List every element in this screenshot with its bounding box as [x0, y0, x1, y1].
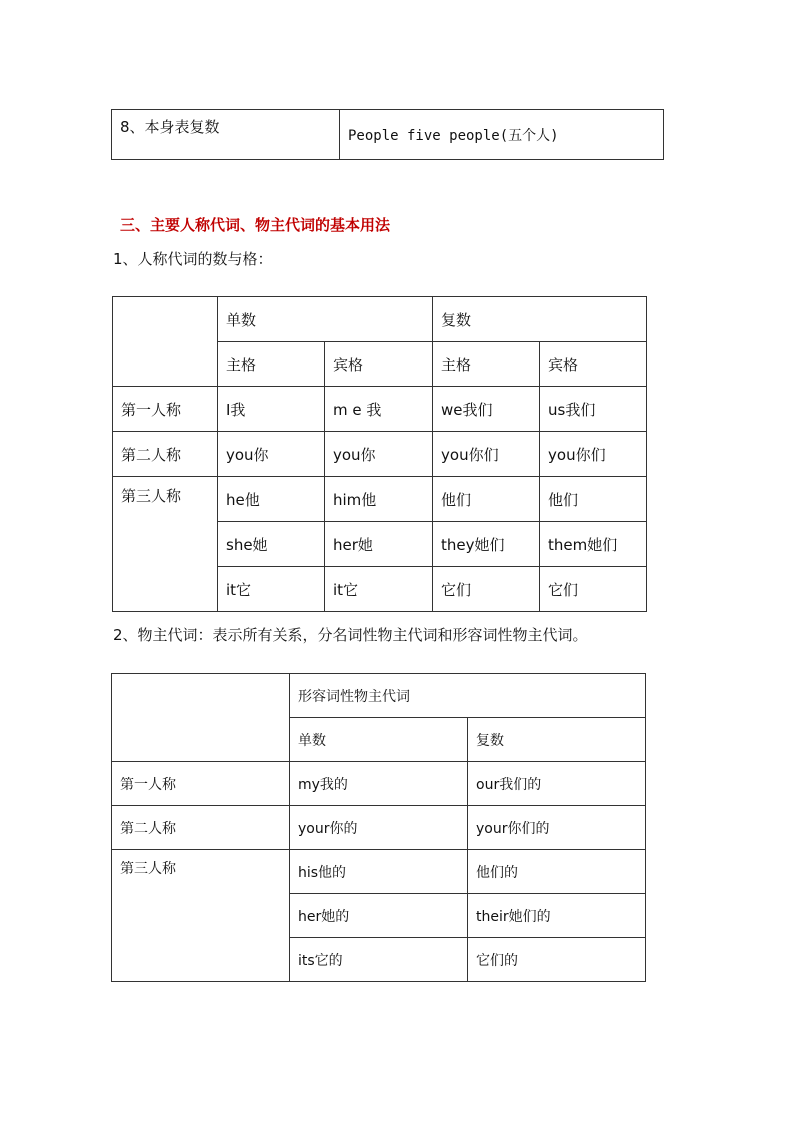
table-row	[112, 850, 646, 894]
third-person-label: 第三人称	[113, 477, 218, 612]
table-cell: our我们的	[468, 762, 646, 806]
corner-cell	[112, 674, 290, 762]
table-cell: m e 我	[325, 387, 433, 432]
table-cell: 它们	[540, 567, 647, 612]
personal-pronoun-intro: 1、人称代词的数与格：	[113, 250, 273, 268]
table-cell: you你	[325, 432, 433, 477]
section-heading: 三、主要人称代词、物主代词的基本用法	[120, 216, 391, 234]
table-cell: her她的	[290, 894, 468, 938]
table-row	[112, 674, 646, 718]
table-cell: I我	[218, 387, 325, 432]
corner-cell	[113, 297, 218, 387]
second-person-label: 第二人称	[113, 432, 218, 477]
table-cell: its它的	[290, 938, 468, 982]
plural-header: 复数	[433, 297, 647, 342]
table-cell: he他	[218, 477, 325, 522]
table-cell: them她们	[540, 522, 647, 567]
table-cell: his他的	[290, 850, 468, 894]
table-row	[113, 387, 647, 432]
adjective-possessive-header: 形容词性物主代词	[290, 674, 646, 718]
table-cell: you你	[218, 432, 325, 477]
table-row	[112, 806, 646, 850]
table-cell: they她们	[433, 522, 540, 567]
object-case-header: 宾格	[540, 342, 647, 387]
singular-header: 单数	[290, 718, 468, 762]
possessive-pronoun-table	[111, 673, 646, 982]
table-row	[112, 762, 646, 806]
table-row	[113, 297, 647, 342]
table-cell: 它们	[433, 567, 540, 612]
first-person-label: 第一人称	[112, 762, 290, 806]
first-person-label: 第一人称	[113, 387, 218, 432]
table-row	[113, 432, 647, 477]
table-cell: it它	[218, 567, 325, 612]
third-person-label: 第三人称	[112, 850, 290, 982]
table-cell: she她	[218, 522, 325, 567]
table-cell: it它	[325, 567, 433, 612]
singular-header: 单数	[218, 297, 433, 342]
plural-noun-table	[111, 109, 664, 160]
table-cell: 他们	[433, 477, 540, 522]
subject-case-header: 主格	[218, 342, 325, 387]
table-cell: 他们	[540, 477, 647, 522]
table-cell: us我们	[540, 387, 647, 432]
rule-label: 8、本身表复数	[112, 110, 340, 160]
rule-example: People five people(五个人)	[340, 110, 664, 160]
object-case-header: 宾格	[325, 342, 433, 387]
possessive-pronoun-intro: 2、物主代词：表示所有关系，分名词性物主代词和形容词性物主代词。	[113, 626, 588, 644]
table-cell: her她	[325, 522, 433, 567]
table-cell: him他	[325, 477, 433, 522]
table-cell: 他们的	[468, 850, 646, 894]
table-cell: 它们的	[468, 938, 646, 982]
second-person-label: 第二人称	[112, 806, 290, 850]
table-cell: you你们	[540, 432, 647, 477]
table-cell: we我们	[433, 387, 540, 432]
personal-pronoun-table	[112, 296, 647, 612]
table-row	[113, 477, 647, 522]
subject-case-header: 主格	[433, 342, 540, 387]
table-cell: my我的	[290, 762, 468, 806]
table-cell: your你们的	[468, 806, 646, 850]
table-cell: your你的	[290, 806, 468, 850]
table-cell: their她们的	[468, 894, 646, 938]
table-cell: you你们	[433, 432, 540, 477]
plural-header: 复数	[468, 718, 646, 762]
table-row	[112, 110, 664, 160]
